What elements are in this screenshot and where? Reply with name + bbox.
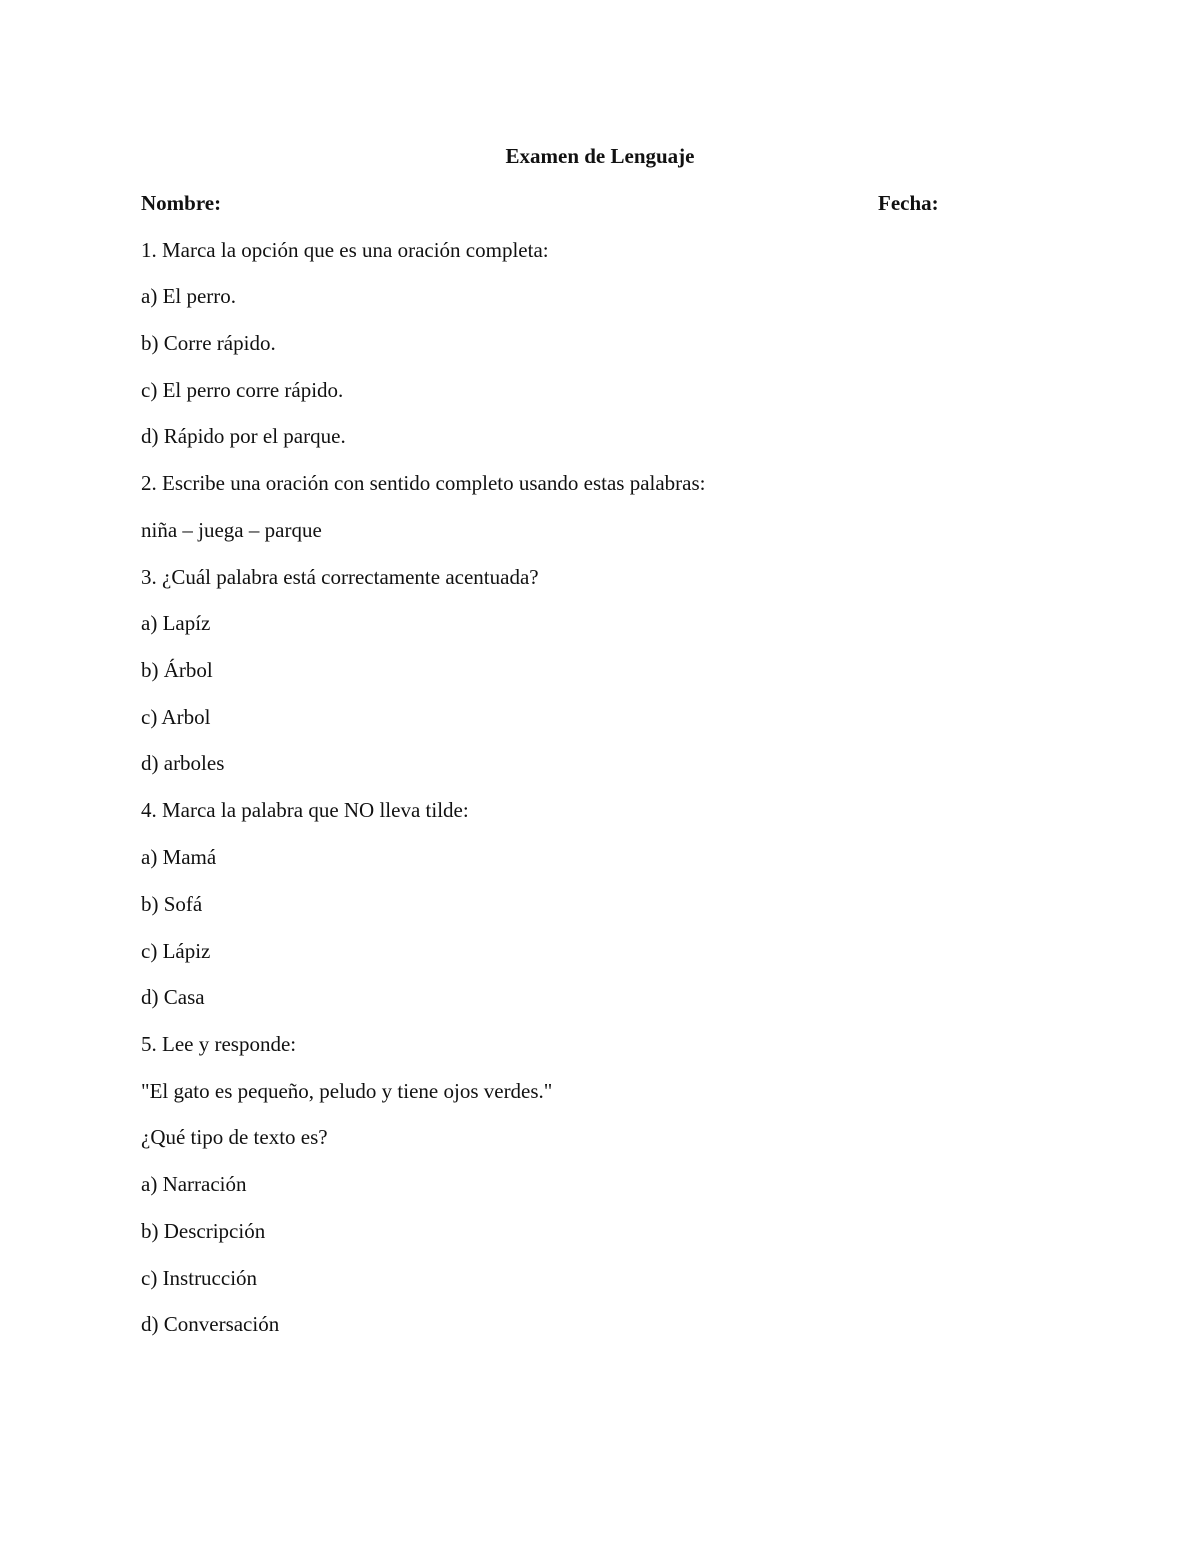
question-3-option-d: d) arboles (141, 751, 225, 775)
question-5-quote: "El gato es pequeño, peludo y tiene ojos verdes." (141, 1079, 553, 1103)
question-1-option-a: a) El perro. (141, 284, 237, 308)
question-5-option-a: a) Narración (141, 1172, 247, 1196)
question-5-question: ¿Qué tipo de texto es? (141, 1125, 328, 1149)
date-label: Fecha: (878, 191, 939, 215)
question-1-prompt: 1. Marca la opción que es una oración completa: (141, 238, 549, 262)
question-5-option-c: c) Instrucción (141, 1266, 258, 1290)
question-1-option-c: c) El perro corre rápido. (141, 378, 344, 402)
question-2-words: niña – juega – parque (141, 518, 322, 542)
question-3-option-a: a) Lapíz (141, 611, 211, 635)
page-title: Examen de Lenguaje (505, 144, 695, 168)
question-4-prompt: 4. Marca la palabra que NO lleva tilde: (141, 798, 469, 822)
question-4-option-d: d) Casa (141, 985, 205, 1009)
question-3-option-c: c) Arbol (141, 705, 211, 729)
question-5-option-b: b) Descripción (141, 1219, 266, 1243)
question-2-prompt: 2. Escribe una oración con sentido completo usando estas palabras: (141, 471, 706, 495)
name-label: Nombre: (141, 191, 222, 215)
question-4-option-a: a) Mamá (141, 845, 217, 869)
question-3-prompt: 3. ¿Cuál palabra está correctamente acentuada? (141, 565, 539, 589)
question-5-option-d: d) Conversación (141, 1312, 280, 1336)
question-3-option-b: b) Árbol (141, 658, 213, 682)
question-4-option-b: b) Sofá (141, 892, 203, 916)
question-1-option-b: b) Corre rápido. (141, 331, 276, 355)
question-5-prompt: 5. Lee y responde: (141, 1032, 297, 1056)
question-1-option-d: d) Rápido por el parque. (141, 424, 346, 448)
question-4-option-c: c) Lápiz (141, 939, 211, 963)
